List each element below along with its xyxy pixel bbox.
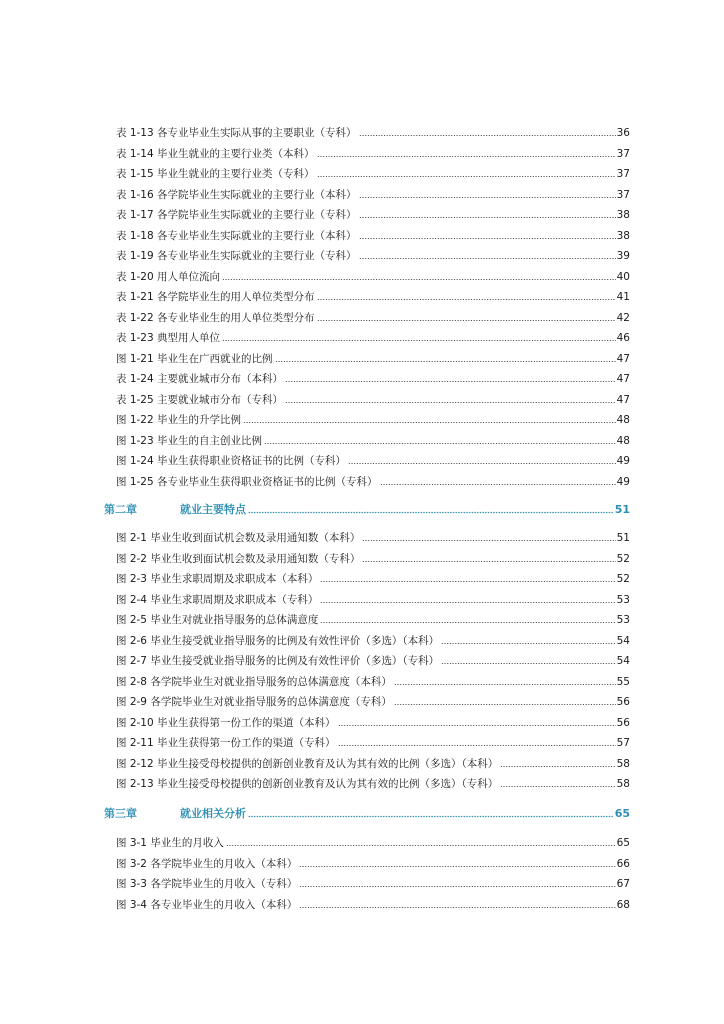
toc-entry-label: 表 1-17 各学院毕业生实际就业的主要行业（专科） [116,209,357,221]
toc-entry-label: 表 1-13 各专业毕业生实际从事的主要职业（专科） [116,127,357,139]
toc-entry[interactable] [116,225,630,243]
dot-leader [275,360,616,363]
dot-leader [299,865,615,868]
dot-leader [348,462,616,465]
toc-entry-page: 40 [616,271,630,283]
toc-entry-page: 54 [616,655,630,667]
dot-leader [222,339,616,342]
toc-entry[interactable] [116,589,630,607]
toc-entry-page: 53 [616,594,630,606]
dot-leader [248,815,614,818]
dot-leader [285,380,616,383]
toc-entry-label: 图 2-12 毕业生接受母校提供的创新创业教育及认为其有效的比例（多选）（本科） [116,758,499,770]
toc-entry-page: 38 [616,230,630,242]
toc-entry-page: 56 [616,717,630,729]
dot-leader [317,319,616,322]
toc-entry[interactable] [116,568,630,586]
toc-entry-page: 52 [616,573,630,585]
chapter-page: 65 [614,807,630,820]
toc-entry-label: 图 1-21 毕业生在广西就业的比例 [116,353,273,365]
dot-leader [320,621,615,624]
toc-entry[interactable] [116,204,630,222]
chapter-page: 51 [614,503,630,516]
toc-entry[interactable] [116,650,630,668]
toc-entry-label: 图 2-11 毕业生获得第一份工作的渠道（专科） [116,737,336,749]
toc-entry[interactable] [116,409,630,427]
toc-entry-page: 58 [616,758,630,770]
toc-entry-page: 65 [616,837,630,849]
toc-entry-label: 图 2-8 各学院毕业生对就业指导服务的总体满意度（本科） [116,676,392,688]
toc-entry-label: 图 1-24 毕业生获得职业资格证书的比例（专科） [116,455,347,467]
toc-entry-label: 表 1-19 各专业毕业生实际就业的主要行业（专科） [116,250,357,262]
dot-leader [394,703,616,706]
toc-entry[interactable] [116,245,630,263]
toc-entry-label: 图 1-22 毕业生的升学比例 [116,414,242,426]
toc-entry-label: 图 2-3 毕业生求职周期及求职成本（本科） [116,573,319,585]
toc-entry[interactable] [116,450,630,468]
toc-entry-label: 表 1-16 各学院毕业生实际就业的主要行业（本科） [116,189,357,201]
dot-leader [285,401,616,404]
toc-entry[interactable] [116,143,630,161]
toc-entry-label: 表 1-23 典型用人单位 [116,332,221,344]
toc-entry-page: 36 [616,127,630,139]
toc-entry[interactable] [116,471,630,489]
toc-entry-label: 图 2-13 毕业生接受母校提供的创新创业教育及认为其有效的比例（多选）（专科） [116,778,499,790]
toc-entry-label: 图 1-25 各专业毕业生获得职业资格证书的比例（专科） [116,476,378,488]
toc-entry-label: 表 1-24 主要就业城市分布（本科） [116,373,284,385]
toc-entry-page: 66 [616,858,630,870]
dot-leader [243,421,616,424]
toc-entry-page: 46 [616,332,630,344]
toc-entry[interactable] [116,266,630,284]
dot-leader [226,844,616,847]
toc-entry[interactable] [116,691,630,709]
dot-leader [359,216,616,219]
toc-entry-label: 图 2-4 毕业生求职周期及求职成本（专科） [116,594,319,606]
toc-entry-label: 表 1-25 主要就业城市分布（专科） [116,394,284,406]
toc-entry[interactable] [116,327,630,345]
toc-entry[interactable] [116,609,630,627]
toc-entry-page: 49 [616,476,630,488]
toc-entry-label: 图 2-2 毕业生收到面试机会数及录用通知数（专科） [116,553,361,565]
toc-entry-label: 表 1-15 毕业生就业的主要行业类（专科） [116,168,315,180]
toc-entry[interactable] [116,832,630,850]
toc-entry-label: 表 1-18 各专业毕业生实际就业的主要行业（本科） [116,230,357,242]
toc-entry-page: 56 [616,696,630,708]
toc-entry-label: 图 1-23 毕业生的自主创业比例 [116,435,263,447]
toc-entry-page: 47 [616,373,630,385]
dot-leader [380,483,616,486]
toc-entry[interactable] [116,548,630,566]
toc-entry-page: 58 [616,778,630,790]
toc-entry-label: 图 3-1 毕业生的月收入 [116,837,224,849]
toc-chapter[interactable] [104,803,630,821]
toc-entry[interactable] [116,527,630,545]
toc-entry[interactable] [116,184,630,202]
dot-leader [320,580,615,583]
toc-entry-page: 51 [616,532,630,544]
toc-entry-label: 图 3-4 各专业毕业生的月收入（本科） [116,899,298,911]
toc-entry-page: 37 [616,168,630,180]
toc-entry[interactable] [116,389,630,407]
dot-leader [264,442,616,445]
toc-entry[interactable] [116,348,630,366]
toc-entry-label: 图 2-1 毕业生收到面试机会数及录用通知数（本科） [116,532,361,544]
toc-entry-page: 67 [616,878,630,890]
toc-entry[interactable] [116,286,630,304]
dot-leader [500,785,615,788]
dot-leader [317,298,616,301]
dot-leader [317,155,616,158]
toc-entry-page: 48 [616,414,630,426]
dot-leader [441,642,616,645]
dot-leader [441,662,616,665]
toc-entry-label: 表 1-22 各专业毕业生的用人单位类型分布 [116,312,315,324]
dot-leader [299,885,615,888]
toc-entry-page: 41 [616,291,630,303]
toc-entry-label: 图 2-6 毕业生接受就业指导服务的比例及有效性评价（多选）（本科） [116,635,440,647]
toc-entry-label: 表 1-14 毕业生就业的主要行业类（本科） [116,148,315,160]
chapter-title: 就业相关分析 [180,807,246,820]
toc-entry[interactable] [116,307,630,325]
dot-leader [359,237,616,240]
toc-entry[interactable] [116,773,630,791]
toc-entry[interactable] [116,630,630,648]
dot-leader [338,744,616,747]
dot-leader [222,278,616,281]
toc-entry-label: 图 3-2 各学院毕业生的月收入（本科） [116,858,298,870]
dot-leader [320,601,615,604]
toc-entry-page: 57 [616,737,630,749]
dot-leader [359,196,616,199]
toc-entry-label: 图 2-9 各学院毕业生对就业指导服务的总体满意度（专科） [116,696,392,708]
dot-leader [317,175,616,178]
toc-entry-page: 54 [616,635,630,647]
toc-entry-page: 47 [616,353,630,365]
chapter-number: 第三章 [104,807,137,820]
toc-chapter[interactable] [104,499,630,517]
toc-entry-page: 37 [616,189,630,201]
toc-entry-page: 39 [616,250,630,262]
toc-entry-label: 表 1-20 用人单位流向 [116,271,221,283]
dot-leader [359,257,616,260]
dot-leader [299,906,615,909]
dot-leader [500,765,615,768]
toc-entry[interactable] [116,368,630,386]
toc-entry-label: 表 1-21 各学院毕业生的用人单位类型分布 [116,291,315,303]
toc-entry[interactable] [116,671,630,689]
dot-leader [338,724,616,727]
toc-entry[interactable] [116,853,630,871]
dot-leader [362,539,615,542]
chapter-title: 就业主要特点 [180,503,246,516]
dot-leader [359,134,616,137]
toc-entry-page: 52 [616,553,630,565]
toc-entry-label: 图 2-10 毕业生获得第一份工作的渠道（本科） [116,717,336,729]
toc-entry-page: 37 [616,148,630,160]
toc-entry-page: 48 [616,435,630,447]
toc-entry-page: 53 [616,614,630,626]
toc-entry-page: 49 [616,455,630,467]
dot-leader [362,560,615,563]
toc-entry[interactable] [116,712,630,730]
toc-entry[interactable] [116,873,630,891]
dot-leader [248,511,614,514]
toc-entry-page: 55 [616,676,630,688]
toc-entry-page: 42 [616,312,630,324]
toc-entry[interactable] [116,753,630,771]
toc-entry-label: 图 2-5 毕业生对就业指导服务的总体满意度 [116,614,319,626]
toc-entry[interactable] [116,894,630,912]
chapter-number: 第二章 [104,503,137,516]
toc-entry[interactable] [116,163,630,181]
toc-entry-label: 图 2-7 毕业生接受就业指导服务的比例及有效性评价（多选）（专科） [116,655,440,667]
toc-entry-page: 47 [616,394,630,406]
dot-leader [394,683,616,686]
toc-entry-page: 68 [616,899,630,911]
toc-entry[interactable] [116,430,630,448]
toc-entry-page: 38 [616,209,630,221]
toc-entry[interactable] [116,122,630,140]
toc-entry-label: 图 3-3 各学院毕业生的月收入（专科） [116,878,298,890]
toc-entry[interactable] [116,732,630,750]
